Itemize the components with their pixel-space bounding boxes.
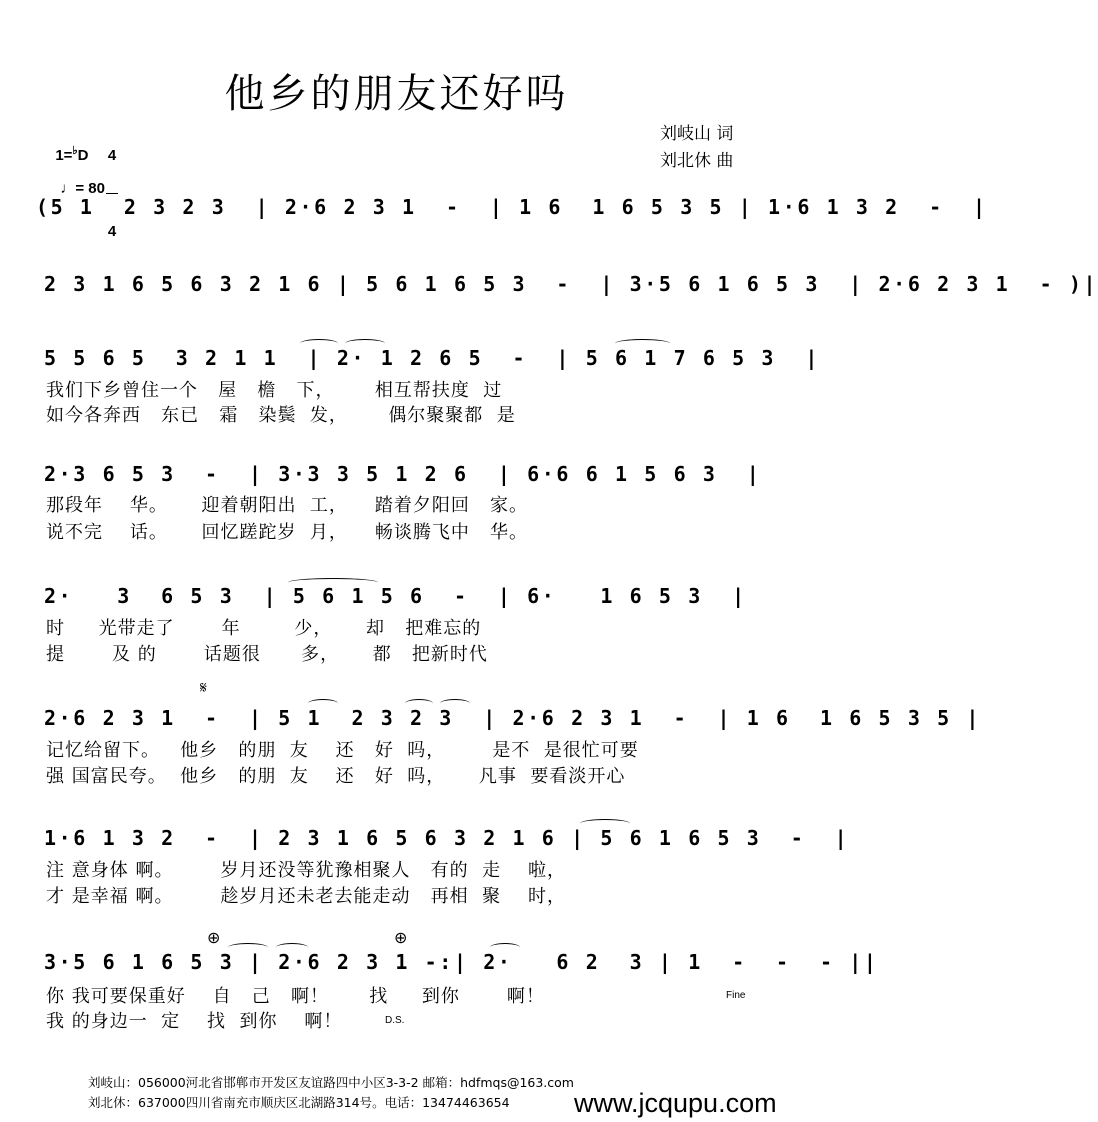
footer-contact-2: 刘北休：637000四川省南充市顺庆区北湖路314号。电话：13474463654: [88, 1095, 510, 1110]
slur: [276, 943, 308, 952]
lyric-row-5a: 时 光带走了 年 少， 却 把难忘的: [46, 618, 482, 639]
footer-contact-1: 刘岐山：056000河北省邯郸市开发区友谊路四中小区3-3-2 邮箱：hdfmqs@163.com: [88, 1075, 574, 1090]
quarter-note-icon: ♩: [60, 180, 76, 197]
lyricist-credit: 刘岐山 词: [660, 124, 734, 144]
lyric-row-7b: 才 是幸福 啊。 趁岁月还未老去能走动 再相 聚 时，: [46, 886, 566, 907]
slur: [405, 699, 433, 708]
lyric-row-3b: 如今各奔西 东已 霜 染鬓 发， 偶尔聚聚都 是: [46, 405, 516, 426]
time-top: 4: [107, 147, 117, 164]
key-signature: [47, 127, 89, 164]
notation-row-7: 1·6 1 3 2 - | 2 3 1 6 5 6 3 2 1 6 | 5 6 1 6 5 3 - |: [44, 826, 850, 850]
slur: [300, 339, 338, 348]
notation-row-4: 2·3 6 5 3 - | 3·3 3 5 1 2 6 | 6·6 6 1 5 6 3 |: [44, 462, 762, 486]
slur: [308, 699, 338, 708]
ds-marking: D.S.: [385, 1015, 405, 1026]
fine-marking: Fine: [726, 990, 746, 1001]
slur: [288, 578, 378, 587]
lyric-row-6a: 记忆给留下。 他乡 的朋 友 还 好 吗， 是不 是很忙可要: [46, 740, 639, 761]
page-title: 他乡的朋友还好吗: [224, 71, 569, 117]
notation-row-8: 3·5 6 1 6 5 3 | 2·6 2 3 1 -:| 2· 6 2 3 | 1 - - - ||: [44, 950, 879, 974]
key-label: 1=: [55, 147, 73, 164]
notation-row-5: 2· 3 6 5 3 | 5 6 1 5 6 - | 6· 1 6 5 3 |: [44, 584, 747, 608]
watermark: www.jcqupu.com: [574, 1088, 777, 1118]
coda-sign-2: ⊕: [394, 928, 408, 947]
lyric-row-4a: 那段年 华。 迎着朝阳出 工， 踏着夕阳回 家。: [46, 495, 528, 516]
time-bottom: 4: [107, 223, 117, 240]
lyric-row-6b: 强 国富民夸。 他乡 的朋 友 还 好 吗， 凡事 要看淡开心: [46, 766, 626, 787]
coda-sign-1: ⊕: [207, 928, 221, 947]
tempo-value: = 80: [75, 180, 105, 197]
time-signature: [106, 118, 118, 254]
segno-sign: 𝄋: [200, 678, 207, 697]
key-note: D: [77, 147, 89, 164]
notation-row-3: 5 5 6 5 3 2 1 1 | 2· 1 2 6 5 - | 5 6 1 7 6 5 3 |: [44, 346, 820, 370]
slur: [440, 699, 470, 708]
notation-row-6: 2·6 2 3 1 - | 5 1 2 3 2 3 | 2·6 2 3 1 - | 1 6 1 6 5 3 5 |: [44, 706, 982, 730]
tempo-marking: [52, 163, 105, 197]
lyric-row-7a: 注 意身体 啊。 岁月还没等犹豫相聚人 有的 走 啦，: [46, 860, 566, 881]
slur: [490, 943, 520, 952]
lyric-row-8a: 你 我可要保重好 自 己 啊！ 找 到你 啊！: [46, 986, 545, 1007]
slur: [345, 339, 385, 348]
lyric-row-5b: 提 及 的 话题很 多， 都 把新时代: [46, 644, 488, 665]
notation-row-2: 2 3 1 6 5 6 3 2 1 6 | 5 6 1 6 5 3 - | 3·5 6 1 6 5 3 | 2·6 2 3 1 - )|: [44, 272, 1098, 296]
notation-row-1: (5 1 2 3 2 3 | 2·6 2 3 1 - | 1 6 1 6 5 3 5 | 1·6 1 3 2 - |: [36, 195, 988, 219]
lyric-row-3a: 我们下乡曾住一个 屋 檐 下， 相互帮扶度 过: [46, 380, 503, 401]
flat-sign: ♭: [72, 145, 78, 157]
slur: [228, 943, 268, 952]
composer-credit: 刘北休 曲: [660, 151, 734, 171]
lyric-row-4b: 说不完 话。 回忆蹉跎岁 月， 畅谈腾飞中 华。: [46, 522, 528, 543]
slur: [580, 819, 630, 828]
lyric-row-8b: 我 的身边一 定 找 到你 啊！: [46, 1011, 343, 1032]
slur: [615, 339, 670, 348]
